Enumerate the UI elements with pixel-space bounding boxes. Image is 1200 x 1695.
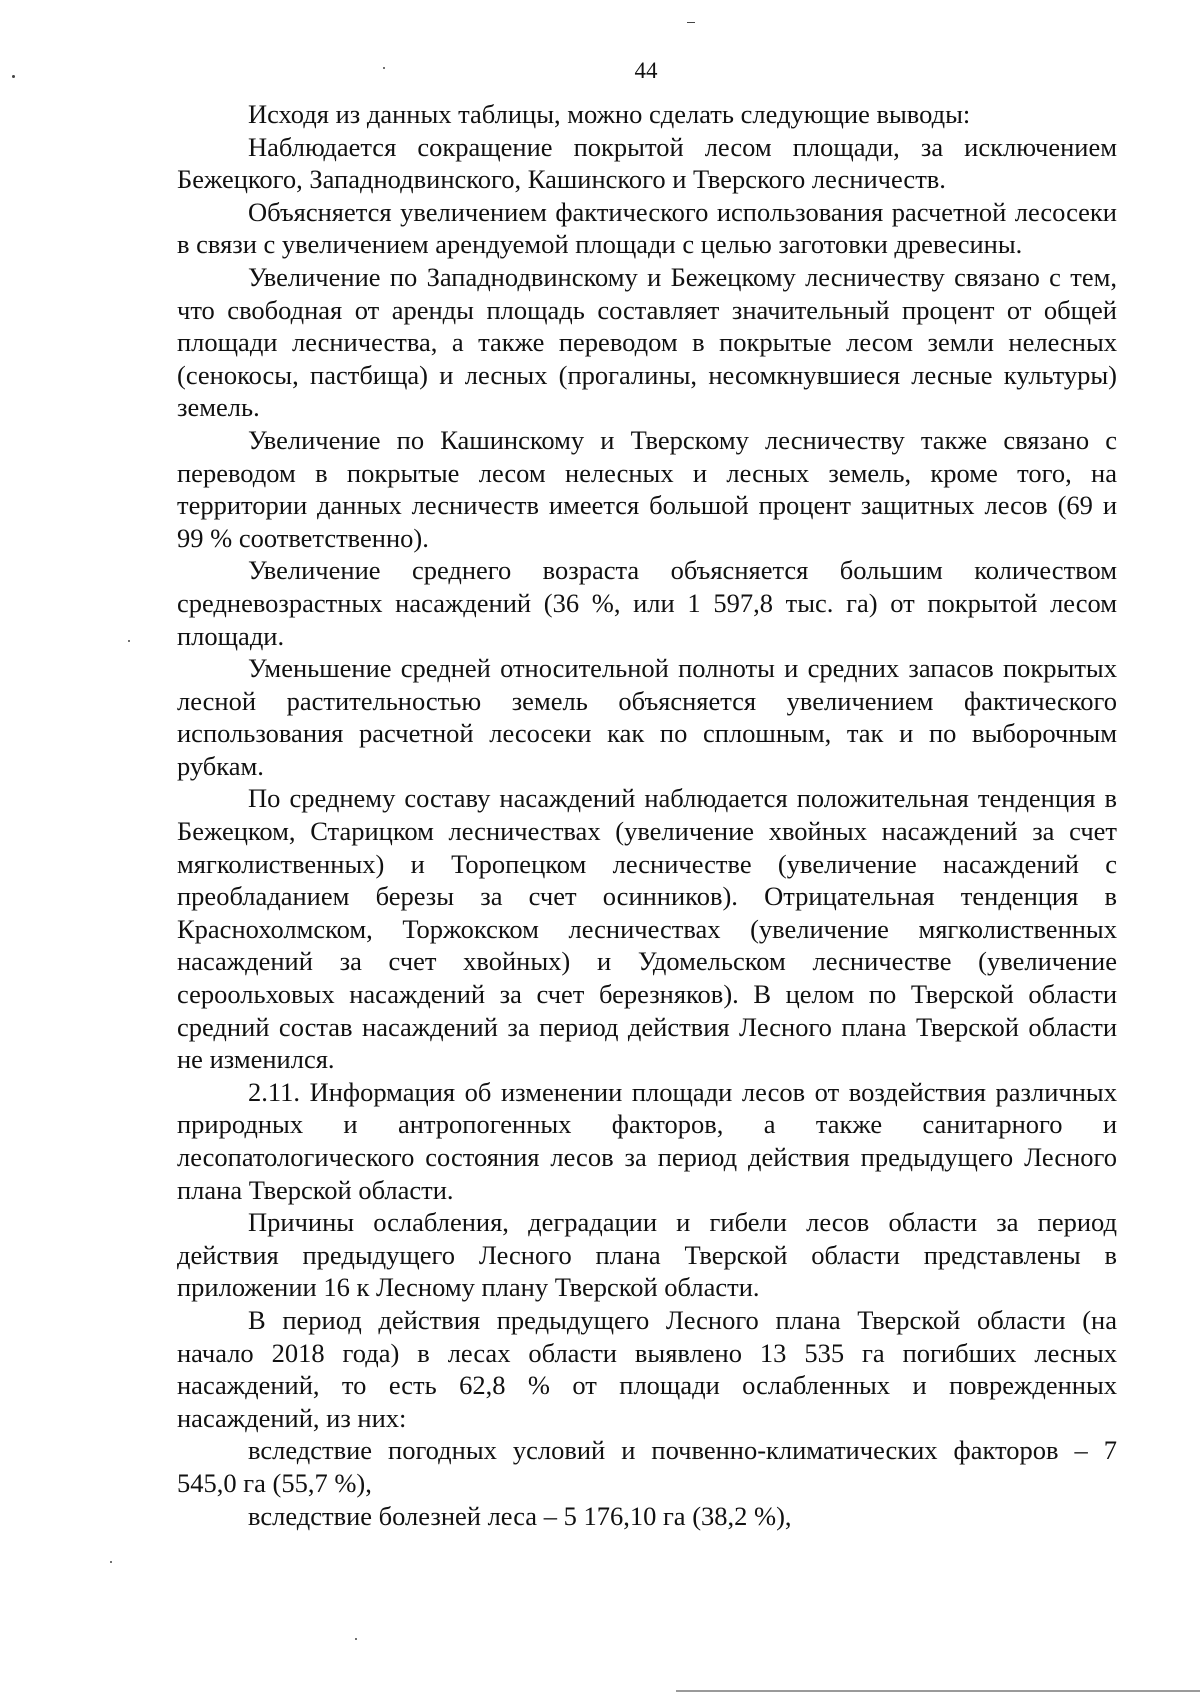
scan-speck (12, 75, 15, 78)
paragraph-species-composition: По среднему составу насаждений наблюдается положительная тенденция в Бежецком, Старицком лесничествах (увеличение хвойных насаждений за счет мягколиственных) и Торопецком лесничестве (увеличение насаждений с преобладанием березы за счет осинников). Отрицательная тенденция в Краснохолмском, Торжокском лесничествах (увеличение мягколиственных насаждений за счет хвойных) и Удомельском лесничестве (увеличение сероольховых насаждений за счет березняков). В целом по Тверской области средний состав насаждений за период действия Лесного плана Тверской области не изменился. (177, 783, 1117, 1075)
scan-speck (110, 1561, 112, 1563)
section-heading-2-11: 2.11. Информация об изменении площади лесов от воздействия различных природных и антропогенных факторов, а также санитарного и лесопатологического состояния лесов за период действия предыдущего Лесного плана Тверской области. (177, 1076, 1117, 1205)
paragraph-causes-appendix: Причины ослабления, деградации и гибели лесов области за период действия предыдущего Лесного плана Тверской области представлены в приложении 16 к Лесному плану Тверской области. (177, 1207, 1117, 1303)
list-item-forest-diseases: вследствие болезней леса – 5 176,10 га (38,2 %), (248, 1500, 792, 1531)
document-body (177, 98, 1117, 1532)
paragraph-explanation-logging: Объясняется увеличением фактического использования расчетной лесосеки в связи с увеличением арендуемой площади с целью заготовки древесины. (177, 196, 1117, 260)
scan-speck (687, 22, 695, 23)
paragraph-dead-stands: В период действия предыдущего Лесного плана Тверской области (на начало 2018 года) в лесах области выявлено 13 535 га погибших лесных насаждений, то есть 62,8 % от площади ослабленных и поврежденных насаждений, из них: (177, 1304, 1117, 1433)
paragraph-average-age: Увеличение среднего возраста объясняется большим количеством средневозрастных насаждений (36 %, или 1 597,8 тыс. га) от покрытой лесом площади. (177, 555, 1117, 651)
page-number: 44 (634, 58, 658, 83)
scan-speck (355, 1638, 357, 1640)
paragraph-forest-area-decrease: Наблюдается сокращение покрытой лесом площади, за исключением Бежецкого, Западнодвинского, Кашинского и Тверского лесничеств. (177, 131, 1117, 195)
paragraph-kashinsky-tversky: Увеличение по Кашинскому и Тверскому лесничеству также связано с переводом в покрытые лесом нелесных и лесных земель, кроме того, на территории данных лесничеств имеется большой процент защитных лесов (69 и 99 % соответственно). (177, 424, 1117, 553)
paragraph-density-decrease: Уменьшение средней относительной полноты и средних запасов покрытых лесной растительностью земель объясняется увеличением фактического использования расчетной лесосеки как по сплошным, так и по выборочным рубкам. (177, 653, 1117, 781)
list-item-weather-factors: вследствие погодных условий и почвенно-климатических факторов – 7 545,0 га (55,7 %), (177, 1435, 1117, 1498)
scan-speck (383, 67, 385, 69)
paragraph-zapadnodvinsky-bezhetsky: Увеличение по Западнодвинскому и Бежецкому лесничеству связано с тем, что свободная от аренды площадь составляет значительный процент от общей площади лесничества, а также переводом в покрытые лесом земли нелесных (сенокосы, пастбища) и лесных (прогалины, несомкнувшиеся лесные культуры) земель. (177, 261, 1117, 423)
paragraph-conclusions-intro: Исходя из данных таблицы, можно сделать следующие выводы: (248, 99, 971, 129)
scan-edge-line (676, 1690, 1200, 1692)
scan-speck (128, 640, 130, 642)
